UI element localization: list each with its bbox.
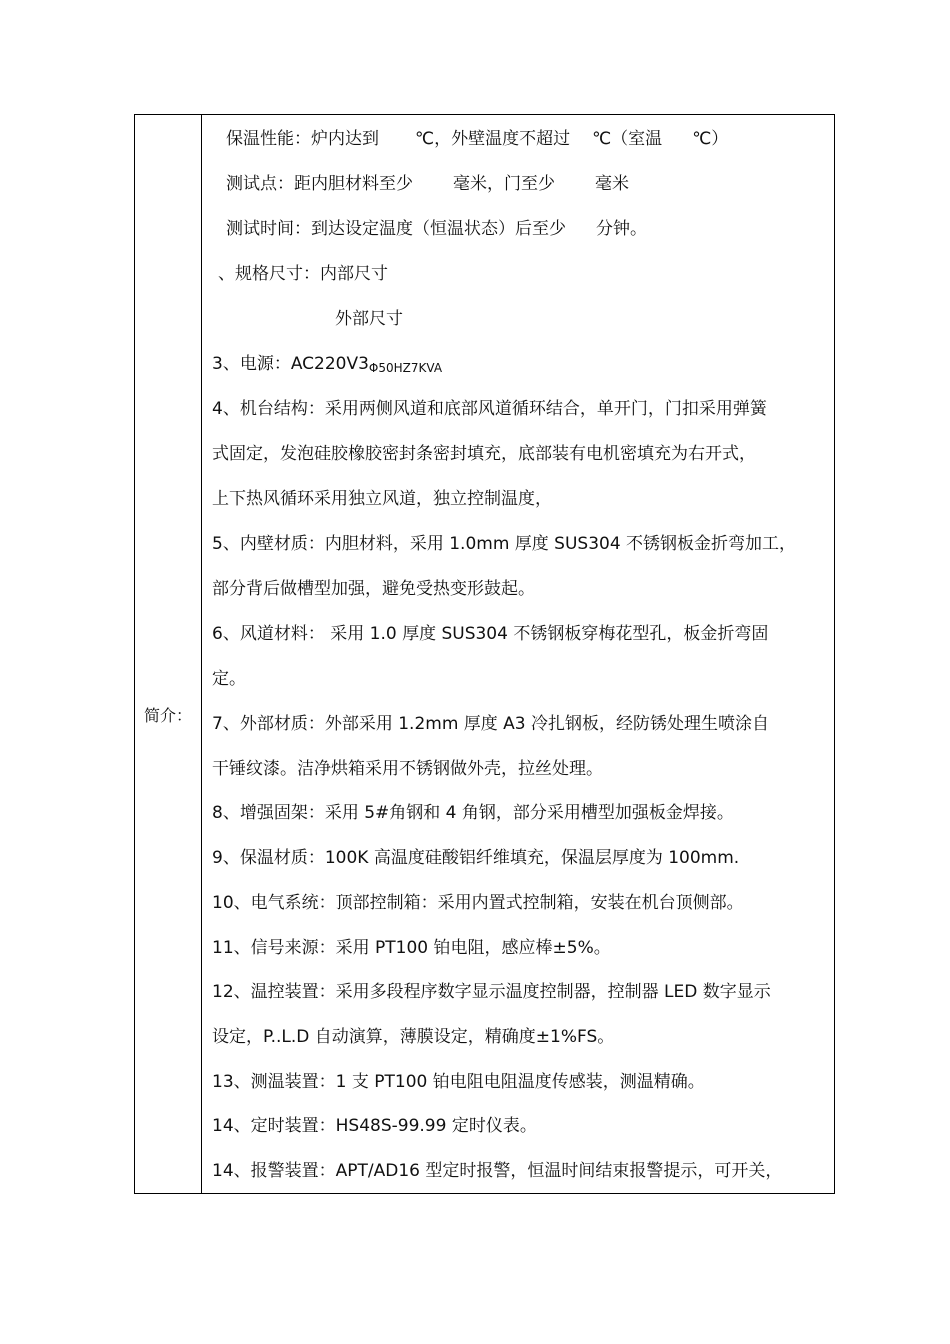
row-label: 简介： (143, 706, 192, 725)
alarm-line: 14、报警装置：APT/AD16 型定时报警，恒温时间结束报警提示，可开关， (212, 1161, 783, 1181)
dimensions-inner-line: 、规格尺寸：内部尺寸 (218, 264, 388, 284)
structure-line-3: 上下热风循环采用独立风道，独立控制温度， (212, 489, 552, 509)
signal-line: 11、信号来源：采用 PT100 铂电阻，感应棒±5%。 (212, 938, 611, 958)
inner-wall-line-1: 5、内壁材质：内胆材料，采用 1.0mm 厚度 SUS304 不锈钢板金折弯加工， (212, 534, 797, 554)
power-subscript: Φ50HZ7KVA (368, 361, 443, 375)
insulation-material-line: 9、保温材质：100K 高温度硅酸铝纤维填充，保温层厚度为 100mm. (212, 848, 740, 868)
power-line (212, 353, 442, 379)
exterior-line-1: 7、外部材质：外部采用 1.2mm 厚度 A3 冷扎钢板，经防锈处理生喷涂自 (212, 714, 770, 734)
text-segment: 毫米，门至少 (453, 174, 555, 194)
text-segment: 保温性能：炉内达到 (226, 129, 379, 149)
dimensions-outer-line: 外部尺寸 (335, 309, 403, 329)
spec-table (134, 114, 835, 1194)
structure-line-1: 4、机台结构：采用两侧风道和底部风道循环结合，单开门，门扣采用弹簧 (212, 399, 767, 419)
test-time-line (226, 218, 647, 240)
air-duct-line-1: 6、风道材料： 采用 1.0 厚度 SUS304 不锈钢板穿梅花型孔，板金折弯固 (212, 624, 769, 644)
inner-wall-line-2: 部分背后做槽型加强，避免受热变形鼓起。 (212, 579, 535, 599)
text-segment: 3、电源：AC220V3 (212, 354, 369, 374)
structure-line-2: 式固定，发泡硅胶橡胶密封条密封填充，底部装有电机密填充为右开式， (212, 444, 756, 464)
text-segment: ℃（室温 (592, 129, 663, 149)
text-segment: ℃） (692, 129, 729, 149)
label-column (135, 115, 202, 1193)
insulation-performance-line (226, 128, 728, 150)
text-segment: 测试点：距内胆材料至少 (226, 174, 413, 194)
temp-measure-line: 13、测温装置：1 支 PT100 铂电阻电阻温度传感装，测温精确。 (212, 1072, 705, 1092)
text-segment: 测试时间：到达设定温度（恒温状态）后至少 (226, 219, 566, 239)
text-segment: 分钟。 (596, 219, 647, 239)
text-segment: 毫米 (595, 174, 629, 194)
content-cell (202, 115, 834, 1193)
text-segment: ℃，外壁温度不超过 (415, 129, 571, 149)
exterior-line-2: 干锤纹漆。洁净烘箱采用不锈钢做外壳，拉丝处理。 (212, 759, 603, 779)
air-duct-line-2: 定。 (212, 669, 246, 689)
test-point-line (226, 173, 629, 195)
electrical-line: 10、电气系统：顶部控制箱：采用内置式控制箱，安装在机台顶侧部。 (212, 893, 744, 913)
temp-control-line-1: 12、温控装置：采用多段程序数字显示温度控制器，控制器 LED 数字显示 (212, 982, 771, 1002)
temp-control-line-2: 设定，P..L.D 自动演算，薄膜设定，精确度±1%FS。 (212, 1027, 615, 1047)
timer-line: 14、定时装置：HS48S-99.99 定时仪表。 (212, 1116, 537, 1136)
frame-line: 8、增强固架：采用 5#角钢和 4 角钢，部分采用槽型加强板金焊接。 (212, 803, 734, 823)
